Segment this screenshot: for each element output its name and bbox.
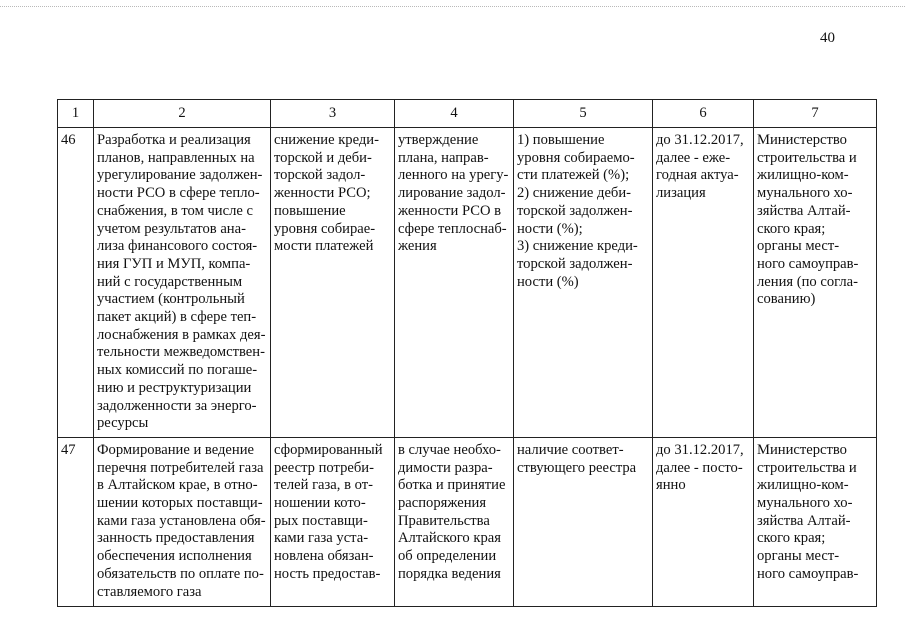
cell-text-line: далее - еже- — [656, 149, 731, 166]
cell-text-line: Министерство — [757, 441, 847, 458]
cell-text-line: пакет акций) в сфере теп- — [97, 309, 257, 326]
cell-text-line: нию и реструктуризации — [97, 379, 252, 396]
cell-text-line: органы мест- — [757, 548, 840, 565]
cell-event — [94, 437, 271, 606]
cell-text-line: ками газа установлена обя- — [97, 512, 266, 529]
cell-text-line: телей газа, в от- — [274, 477, 373, 494]
cell-text-line: органы мест- — [757, 238, 840, 255]
cell-text-line: ность предостав- — [274, 565, 381, 582]
cell-text-line: ленного на урегу- — [398, 167, 509, 184]
cell-text-line: ных комиссий по погаше- — [97, 362, 258, 379]
scan-edge-line — [0, 6, 905, 7]
cell-text-line: мунального хо- — [757, 185, 853, 202]
cell-text-line: Разработка и реализация — [97, 132, 251, 148]
cell-text-line: в Алтайском крае, в отно- — [97, 477, 258, 494]
cell-text-line: ского края; — [757, 530, 826, 547]
cell-indicator — [514, 437, 653, 606]
cell-text-line: жилищно-ком- — [757, 167, 849, 184]
cell-text-line: участием (контрольный — [97, 291, 245, 308]
cell-text-line: ботка и принятие — [398, 477, 506, 494]
cell-text-line: женности РСО; — [274, 185, 371, 202]
cell-text-line: лизация — [656, 185, 706, 202]
cell-text-line: ний с государственным — [97, 273, 243, 290]
cell-text-line: снабжения, в том числе с — [97, 202, 253, 219]
cell-text-line: зяйства Алтай- — [757, 202, 851, 219]
cell-text-line: шении которых поставщи- — [97, 495, 263, 512]
cell-text-line: сфере теплоснаб- — [398, 220, 507, 237]
cell-text-line: в случае необхо- — [398, 441, 501, 458]
cell-text-line: Правительства — [398, 512, 490, 529]
cell-result — [271, 128, 395, 438]
cell-result — [271, 437, 395, 606]
cell-text-line: лоснабжения в рамках дея- — [97, 326, 266, 343]
cell-document — [395, 437, 514, 606]
cell-text-line: сформированный — [274, 441, 383, 458]
table-row — [58, 437, 877, 606]
cell-text-line: далее - посто- — [656, 459, 743, 476]
column-header: 2 — [94, 100, 271, 128]
column-header: 1 — [58, 100, 94, 128]
cell-text-line: ности РСО в сфере тепло- — [97, 185, 260, 202]
cell-text-line: ного самоуправ- — [757, 565, 859, 582]
cell-text-line: годная актуа- — [656, 167, 739, 184]
cell-text-line: распоряжения — [398, 495, 487, 512]
cell-text-line: ного самоуправ- — [757, 255, 859, 272]
cell-responsible — [754, 128, 877, 438]
header-row — [58, 100, 877, 128]
measures-table — [57, 99, 877, 607]
page-number: 40 — [820, 30, 835, 46]
cell-text-line: ками газа уста- — [274, 530, 369, 547]
cell-text-line: повышение — [274, 202, 346, 219]
cell-text-line: 1) повышение — [517, 132, 605, 148]
cell-text-line: ношении кото- — [274, 495, 366, 512]
cell-text-line: обеспечения исполнения — [97, 548, 252, 565]
cell-text-line: наличие соответ- — [517, 441, 624, 458]
cell-text-line: планов, направленных на — [97, 149, 255, 166]
cell-text-line: до 31.12.2017, — [656, 132, 744, 148]
cell-text-line: учетом результатов ана- — [97, 220, 246, 237]
cell-text-line: плана, направ- — [398, 149, 489, 166]
row-number: 46 — [58, 128, 94, 438]
cell-text-line: Формирование и ведение — [97, 441, 255, 458]
cell-text-line: лирование задол- — [398, 185, 506, 202]
cell-text-line: торской и деби- — [274, 149, 372, 166]
cell-text-line: торской задол- — [274, 167, 366, 184]
cell-text-line: урегулирование задолжен- — [97, 167, 263, 184]
cell-text-line: занность предоставления — [97, 530, 255, 547]
cell-text-line: торской задолжен- — [517, 202, 633, 219]
cell-text-line: сованию) — [757, 291, 816, 308]
cell-text-line: ского края; — [757, 220, 826, 237]
cell-text-line: новлена обязан- — [274, 548, 374, 565]
cell-text-line: ствующего реестра — [517, 459, 637, 476]
cell-text-line: лиза финансового состоя- — [97, 238, 258, 255]
cell-text-line: утверждение — [398, 132, 479, 148]
cell-deadline — [653, 437, 754, 606]
cell-text-line: мунального хо- — [757, 495, 853, 512]
cell-event — [94, 128, 271, 438]
cell-text-line: ния ГУП и МУП, компа- — [97, 255, 251, 272]
cell-text-line: реестр потреби- — [274, 459, 374, 476]
cell-text-line: до 31.12.2017, — [656, 441, 744, 458]
cell-text-line: перечня потребителей газа — [97, 459, 264, 476]
cell-text-line: янно — [656, 477, 686, 494]
cell-text-line: Министерство — [757, 132, 847, 148]
column-header: 6 — [653, 100, 754, 128]
cell-text-line: ресурсы — [97, 415, 149, 432]
cell-text-line: ности (%) — [517, 273, 579, 290]
cell-deadline — [653, 128, 754, 438]
cell-text-line: торской задолжен- — [517, 255, 633, 272]
table-row — [58, 128, 877, 438]
cell-text-line: строительства и — [757, 149, 857, 166]
column-header: 4 — [395, 100, 514, 128]
cell-text-line: уровня собирае- — [274, 220, 376, 237]
cell-document — [395, 128, 514, 438]
cell-text-line: жения — [398, 238, 437, 255]
cell-text-line: ности (%); — [517, 220, 583, 237]
cell-text-line: порядка ведения — [398, 565, 501, 582]
cell-text-line: тельности межведомствен- — [97, 344, 265, 361]
column-header: 3 — [271, 100, 395, 128]
cell-text-line: обязательств по оплате по- — [97, 565, 264, 582]
cell-text-line: 3) снижение креди- — [517, 238, 638, 255]
cell-text-line: ставляемого газа — [97, 583, 202, 600]
cell-text-line: задолженности за энерго- — [97, 397, 257, 414]
cell-text-line: мости платежей — [274, 238, 374, 255]
column-header: 5 — [514, 100, 653, 128]
cell-text-line: рых поставщи- — [274, 512, 368, 529]
row-number: 47 — [58, 437, 94, 606]
cell-text-line: сти платежей (%); — [517, 167, 630, 184]
cell-text-line: димости разра- — [398, 459, 493, 476]
cell-indicator — [514, 128, 653, 438]
cell-text-line: жилищно-ком- — [757, 477, 849, 494]
cell-responsible — [754, 437, 877, 606]
cell-text-line: об определении — [398, 548, 497, 565]
cell-text-line: снижение креди- — [274, 132, 379, 148]
cell-text-line: 2) снижение деби- — [517, 185, 632, 202]
cell-text-line: женности РСО в — [398, 202, 502, 219]
column-header: 7 — [754, 100, 877, 128]
cell-text-line: строительства и — [757, 459, 857, 476]
cell-text-line: Алтайского края — [398, 530, 501, 547]
cell-text-line: ления (по согла- — [757, 273, 858, 290]
cell-text-line: уровня собираемо- — [517, 149, 635, 166]
cell-text-line: зяйства Алтай- — [757, 512, 851, 529]
